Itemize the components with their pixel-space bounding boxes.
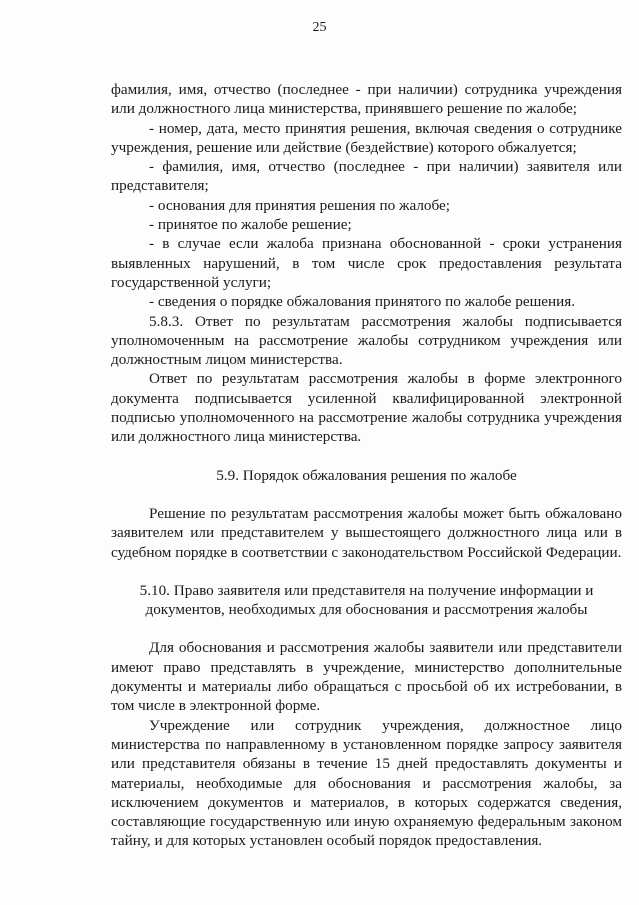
paragraph: Для обоснования и рассмотрения жалобы заявители или представители имеют право представлять в учреждение, министерство дополнительные документы и материалы либо обращаться с просьбой об их истребовании, в том числе в электронной форме. xyxy=(111,639,622,715)
list-item: - в случае если жалоба признана обоснованной - сроки устранения выявленных нарушений, в том числе срок предоставления результата государственной услуги; xyxy=(111,235,622,291)
section-heading-5-10 xyxy=(111,581,622,620)
section-heading-line: 5.10. Право заявителя или представителя на получение информации и xyxy=(139,581,594,599)
paragraph: Учреждение или сотрудник учреждения, должностное лицо министерства по направленному в установленном порядке запросу заявителя или представителя обязаны в течение 15 дней предоставлять документы и материалы, необходимые для обоснования и рассмотрения жалобы, за исключением документов и материалов, в которых содержатся сведения, составляющие государственную или иную охраняемую федеральным законом тайну, и для которых установлен особый порядок предоставления. xyxy=(111,716,622,850)
section-heading-5-9: 5.9. Порядок обжалования решения по жалобе xyxy=(216,466,517,484)
list-item: - номер, дата, место принятия решения, включая сведения о сотруднике учреждения, решение или действие (бездействие) которого обжалуется; xyxy=(111,119,622,156)
paragraph: фамилия, имя, отчество (последнее - при наличии) сотрудника учреждения или должностного лица министерства, принявшего решение по жалобе; xyxy=(111,81,622,118)
paragraph: Ответ по результатам рассмотрения жалобы в форме электронного документа подписывается усиленной квалифицированной электронной подписью уполномоченного на рассмотрение жалобы сотрудника учреждения или должностного лица министерства. xyxy=(111,370,622,446)
list-item: - сведения о порядке обжалования принятого по жалобе решения. xyxy=(149,293,576,311)
paragraph: Решение по результатам рассмотрения жалобы может быть обжаловано заявителем или представителем у вышестоящего должностного лица или в судебном порядке в соответствии с законодательством Российской Федерации. xyxy=(111,504,622,561)
paragraph: 5.8.3. Ответ по результатам рассмотрения жалобы подписывается уполномоченным на рассмотрение жалобы сотрудником учреждения или должностным лицом министерства. xyxy=(111,312,622,369)
section-heading-line: документов, необходимых для обоснования и рассмотрения жалобы xyxy=(145,601,588,619)
document-body xyxy=(111,80,622,851)
page-number: 25 xyxy=(312,20,327,35)
list-item: - принятое по жалобе решение; xyxy=(149,216,352,234)
list-item: - фамилия, имя, отчество (последнее - при наличии) заявителя или представителя; xyxy=(111,158,622,195)
list-item: - основания для принятия решения по жалобе; xyxy=(149,196,450,214)
